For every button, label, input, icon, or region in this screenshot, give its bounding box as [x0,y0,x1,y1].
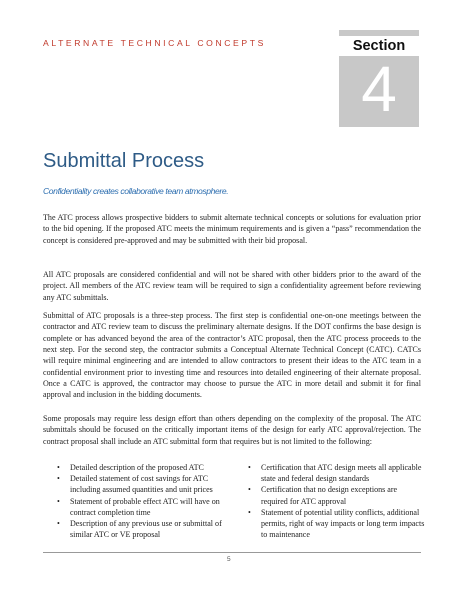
section-label: Section [339,36,419,56]
list-item [247,484,425,506]
bullet-icon: • [248,463,251,472]
list-item-text: Certification that ATC design meets all applicable state and federal design standards [261,463,422,484]
page-subtitle: Confidentiality creates collaborative team atmosphere. [43,186,229,196]
requirements-list-left [56,462,224,540]
list-item [56,518,224,540]
list-item-text: Description of any previous use or submittal of similar ATC or VE proposal [70,519,222,540]
list-item-text: Certification that no design exceptions are required for ATC approval [261,485,398,506]
paragraph-confidentiality: All ATC proposals are considered confidential and will not be shared with other bidders prior to the award of the project. All members of the ATC review team will be required to sign a confidentiality agreement before reviewing any ATC submittals. [43,270,421,302]
bullet-icon: • [57,463,60,472]
footer-divider [43,552,421,553]
requirements-list-right [247,462,425,540]
bullet-icon: • [248,507,251,517]
bullet-icon: • [248,485,251,495]
paragraph-submittal-form: Some proposals may require less design effort than others depending on the complexity of the proposal. The ATC submittals should be focused on the critically important items of the design for early ATC approval/rejection. The contract proposal shall include an ATC submittal form that requires but is not limited to the following: [43,414,421,446]
list-item-text: Statement of probable effect ATC will have on contract completion time [70,496,220,517]
list-item [56,496,224,518]
list-item-text: Detailed description of the proposed ATC [70,463,204,472]
bullet-icon: • [57,496,60,506]
list-item-text: Detailed statement of cost savings for ATC including assumed quantities and unit prices [70,474,213,495]
list-item [247,462,425,484]
page-number: 5 [227,556,231,563]
list-item [56,473,224,495]
bullet-icon: • [57,519,60,529]
section-badge [339,30,419,127]
list-item [247,507,425,541]
running-header: ALTERNATE TECHNICAL CONCEPTS [43,38,266,48]
list-item [56,462,224,473]
section-number: 4 [361,53,397,125]
paragraph-three-step-process: Submittal of ATC proposals is a three-step process. The first step is confidential one-on-one meetings between the contractor and ATC review team to discuss the preliminary alternate designs. If the DOT confirms the base design is complete or has advanced beyond the area of the contractor’s ATC proposal, then the ATC process proceeds to the next step. For the second step, the contractor submits a Conceptual Alternate Technical Concept (CATC). CATCs will require minimal engineering and are intended to allow contractors to present their ideas to the ATC team in a confidential environment prior to investing time and resources into detailed engineering of their alternate proposal. Once a CATC is approved, the contractor may choose to pursue the ATC in more detail and submit it for final approval and inclusion in the bidding documents. [43,311,421,400]
list-item-text: Statement of potential utility conflicts, additional permits, right of way impacts or long term impacts to maintenance [261,507,425,540]
paragraph-atc-process: The ATC process allows prospective bidders to submit alternate technical concepts or solutions for evaluation prior to the bid opening. If the proposed ATC meets the minimum requirements and is given a “pass” recommendation the concept is considered pre-approved and may be submitted with their bid proposal. [43,213,421,245]
page-title: Submittal Process [43,150,205,172]
bullet-icon: • [57,474,60,484]
